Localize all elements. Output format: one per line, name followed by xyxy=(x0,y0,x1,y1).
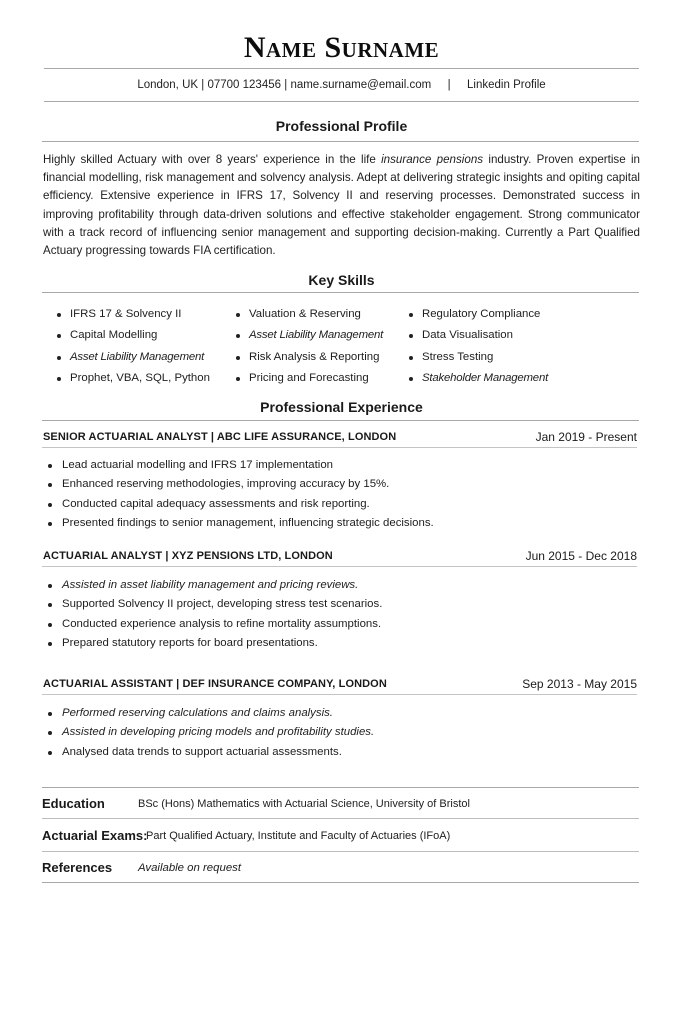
details-top-divider xyxy=(42,787,639,788)
skill-item: Valuation & Reserving xyxy=(236,304,383,325)
job-title: ACTUARIAL ASSISTANT | DEF INSURANCE COMPANY, LONDON xyxy=(43,678,387,690)
skill-item: Pricing and Forecasting xyxy=(236,368,383,389)
section-title-skills: Key Skills xyxy=(308,272,375,288)
job-bullet: Analysed data trends to support actuarial assessments. xyxy=(48,743,374,762)
job-bullet: Lead actuarial modelling and IFRS 17 implementation xyxy=(48,456,434,475)
section-title-profile: Professional Profile xyxy=(275,118,408,134)
profile-divider xyxy=(42,141,639,142)
job-title: ACTUARIAL ANALYST | XYZ PENSIONS LTD, LONDON xyxy=(43,550,333,562)
header-bottom-divider xyxy=(44,101,639,102)
job-bullet: Prepared statutory reports for board presentations. xyxy=(48,634,382,653)
job-header xyxy=(43,548,639,564)
exams-row xyxy=(42,827,639,845)
job-bullet: Assisted in asset liability management and pricing reviews. xyxy=(48,576,382,595)
job-bullet: Conducted capital adequacy assessments and risk reporting. xyxy=(48,495,434,514)
contact-linkedin-link[interactable]: Linkedin Profile xyxy=(467,79,546,91)
references-value: Available on request xyxy=(138,862,242,874)
job-divider xyxy=(42,447,637,448)
job-bullet: Enhanced reserving methodologies, improving accuracy by 15%. xyxy=(48,475,434,494)
job-title: SENIOR ACTUARIAL ANALYST | ABC LIFE ASSURANCE, LONDON xyxy=(43,431,397,443)
contact-location: London, UK xyxy=(137,79,199,91)
exams-divider xyxy=(42,851,639,852)
skill-item: IFRS 17 & Solvency II xyxy=(57,304,210,325)
job-dates: Sep 2013 - May 2015 xyxy=(522,677,637,691)
contact-separator: | xyxy=(447,79,451,91)
contact-line xyxy=(0,77,683,93)
job-dates: Jun 2015 - Dec 2018 xyxy=(525,549,637,563)
job-bullet: Performed reserving calculations and claims analysis. xyxy=(48,704,374,723)
skill-item: Asset Liability Management xyxy=(57,347,210,368)
contact-phone: 07700 123456 xyxy=(207,79,282,91)
profile-summary: Highly skilled Actuary with over 8 years' experience in the life insurance pensions industry. Proven expertise in financial modelling, risk management and solvency analysis. Adept at delivering strategic insights and opiting capital efficiency. Extensive experience in IFRS 17, Solvency II and reserving processes. Demonstrated success in improving profitability through data-driven solutions and effective stakeholder engagement. Strong communicator with a track record of influencing senior management and supporting decision-making. Currently a Part Qualified Actuary progressing towards FIA certification. xyxy=(43,153,640,258)
contact-separator: | xyxy=(201,79,205,91)
job-dates: Jan 2019 - Present xyxy=(535,430,637,444)
job-bullet: Supported Solvency II project, developing stress test scenarios. xyxy=(48,595,382,614)
skill-item: Risk Analysis & Reporting xyxy=(236,347,383,368)
skill-item: Prophet, VBA, SQL, Python xyxy=(57,368,210,389)
header-top-divider xyxy=(44,68,639,69)
job-bullets xyxy=(48,704,374,762)
job-bullets xyxy=(48,456,434,534)
education-value: BSc (Hons) Mathematics with Actuarial Science, University of Bristol xyxy=(138,798,470,810)
job-bullet: Assisted in developing pricing models and profitability studies. xyxy=(48,723,374,742)
skill-item: Stakeholder Management xyxy=(409,368,548,389)
skill-item: Regulatory Compliance xyxy=(409,304,548,325)
exams-label: Actuarial Exams: xyxy=(42,828,148,843)
skills-column-3 xyxy=(409,304,548,389)
name-last: Surname xyxy=(324,31,440,64)
exams-value: Part Qualified Actuary, Institute and Faculty of Actuaries (IFoA) xyxy=(146,830,451,842)
details-bottom-divider xyxy=(42,882,639,883)
education-row xyxy=(42,795,639,813)
job-header xyxy=(43,676,639,692)
candidate-name xyxy=(0,30,683,66)
references-row xyxy=(42,859,639,877)
skill-item: Stress Testing xyxy=(409,347,548,368)
skills-divider xyxy=(42,292,639,293)
name-first: Name xyxy=(243,31,317,64)
skill-item: Asset Liability Management xyxy=(236,325,383,346)
job-divider xyxy=(42,566,637,567)
job-bullet: Presented findings to senior management, influencing strategic decisions. xyxy=(48,514,434,533)
job-bullets xyxy=(48,576,382,654)
job-header xyxy=(43,429,639,445)
skill-item: Data Visualisation xyxy=(409,325,548,346)
contact-email[interactable]: name.surname@email.com xyxy=(290,79,432,91)
education-label: Education xyxy=(42,796,105,811)
contact-separator: | xyxy=(284,79,288,91)
section-title-experience: Professional Experience xyxy=(260,399,423,415)
job-bullet: Conducted experience analysis to refine mortality assumptions. xyxy=(48,615,382,634)
education-divider xyxy=(42,818,639,819)
skills-column-1 xyxy=(57,304,210,389)
skills-column-2 xyxy=(236,304,383,389)
job-divider xyxy=(42,694,637,695)
skill-item: Capital Modelling xyxy=(57,325,210,346)
references-label: References xyxy=(42,860,113,875)
experience-divider xyxy=(42,420,639,421)
